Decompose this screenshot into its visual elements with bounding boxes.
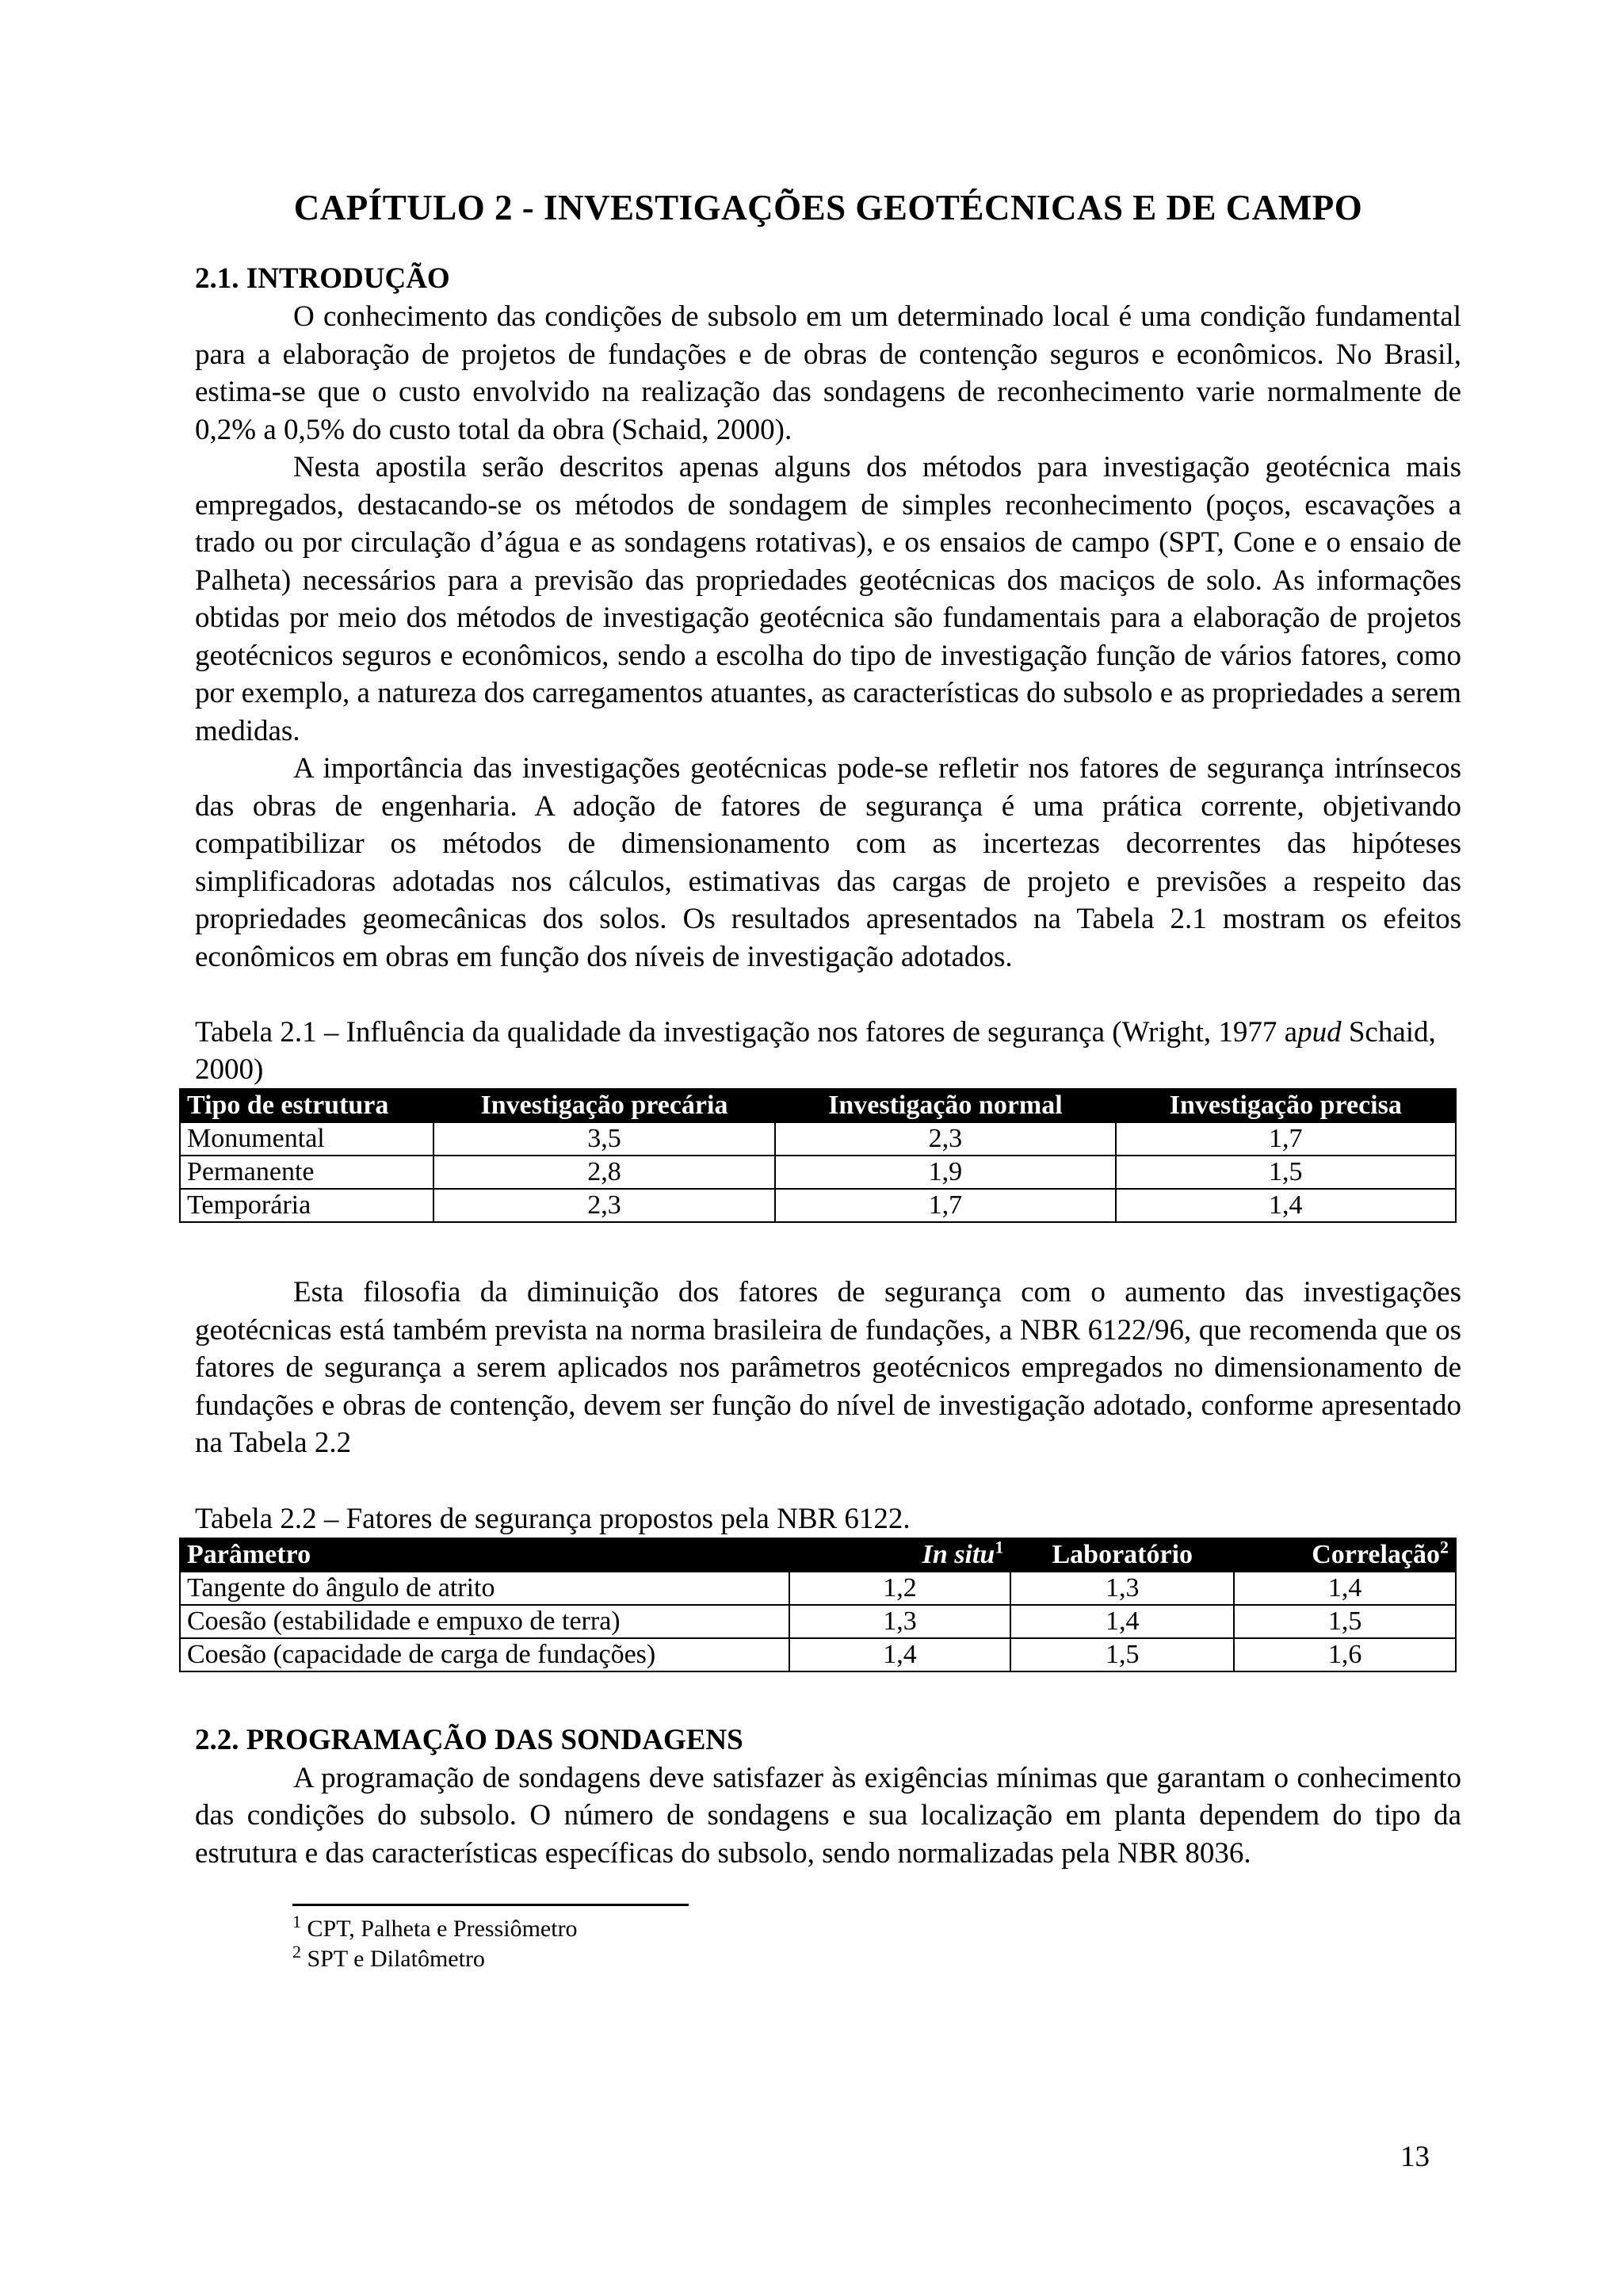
table-cell: 1,4 bbox=[1116, 1189, 1456, 1222]
table-row bbox=[180, 1122, 1456, 1156]
table-cell: 1,7 bbox=[1116, 1122, 1456, 1156]
table-cell: 1,3 bbox=[1010, 1572, 1234, 1605]
table-cell: Coesão (estabilidade e empuxo de terra) bbox=[180, 1605, 789, 1638]
table-cell: 1,5 bbox=[1010, 1638, 1234, 1671]
table-2-caption: Tabela 2.2 – Fatores de segurança propostos pela NBR 6122. bbox=[195, 1502, 911, 1535]
table-1-caption bbox=[195, 1014, 1461, 1088]
section-heading-introducao: 2.1. INTRODUÇÃO bbox=[195, 262, 450, 295]
table-1-caption-start: Tabela 2.1 – Influência da qualidade da investigação nos fatores de segurança (Wright, 1977 a bbox=[195, 1016, 1298, 1049]
table-cell: 1,4 bbox=[1234, 1572, 1456, 1605]
spacer bbox=[195, 1223, 1461, 1274]
table-cell: 3,5 bbox=[433, 1122, 775, 1156]
table-cell: 1,5 bbox=[1116, 1156, 1456, 1189]
table-2-header-laboratorio: Laboratório bbox=[1010, 1538, 1234, 1572]
table-cell: 1,4 bbox=[1010, 1605, 1234, 1638]
table-cell: 1,3 bbox=[789, 1605, 1011, 1638]
table-cell: 1,4 bbox=[789, 1638, 1011, 1671]
table-1-header-precisa: Investigação precisa bbox=[1116, 1089, 1456, 1122]
table-row bbox=[180, 1189, 1456, 1222]
table-row bbox=[180, 1156, 1456, 1189]
page-number: 13 bbox=[1400, 2141, 1430, 2173]
table-2-header-correlacao-text: Correlação bbox=[1312, 1539, 1440, 1569]
chapter-title: CAPÍTULO 2 - INVESTIGAÇÕES GEOTÉCNICAS E DE CAMPO bbox=[293, 188, 1363, 227]
table-2-header-parametro: Parâmetro bbox=[180, 1538, 789, 1572]
section-heading-programacao: 2.2. PROGRAMAÇÃO DAS SONDAGENS bbox=[195, 1723, 743, 1756]
footnote-text: CPT, Palheta e Pressiômetro bbox=[301, 1916, 578, 1942]
table-1-header-row bbox=[180, 1089, 1456, 1122]
table-cell: Tangente do ângulo de atrito bbox=[180, 1572, 789, 1605]
table-cell: Permanente bbox=[180, 1156, 433, 1189]
table-2 bbox=[179, 1538, 1457, 1672]
table-cell: Monumental bbox=[180, 1122, 433, 1156]
table-cell: 1,7 bbox=[775, 1189, 1115, 1222]
table-cell: 2,8 bbox=[433, 1156, 775, 1189]
table-cell: 1,5 bbox=[1234, 1605, 1456, 1638]
table-cell: 2,3 bbox=[433, 1189, 775, 1222]
table-2-header-row bbox=[180, 1538, 1456, 1572]
page-content bbox=[187, 187, 1461, 1974]
table-row bbox=[180, 1605, 1456, 1638]
table-row bbox=[180, 1638, 1456, 1671]
footnote-ref-2: 2 bbox=[1440, 1537, 1449, 1557]
paragraph-2: Nesta apostila serão descritos apenas alguns dos métodos para investigação geotécnica mais empregados, destacando-se os métodos de sondagem de simples reconhecimento (poços, escavações a trado ou por circulação d’água e as sondagens rotativas), e os ensaios de campo (SPT, Cone e o ensaio de Palheta) necessários para a previsão das propriedades geotécnicas dos maciços de solo. As informações obtidas por meio dos métodos de investigação geotécnica são fundamentais para a elaboração de projetos geotécnicos seguros e econômicos, sendo a escolha do tipo de investigação função de vários fatores, como por exemplo, a natureza dos carregamentos atuantes, as características do subsolo e as propriedades a serem medidas. bbox=[195, 451, 1461, 747]
table-cell: Temporária bbox=[180, 1189, 433, 1222]
table-1-header-precaria: Investigação precária bbox=[433, 1089, 775, 1122]
spacer bbox=[195, 1672, 1461, 1721]
footnote-2 bbox=[292, 1944, 1461, 1974]
table-cell: 2,3 bbox=[775, 1122, 1115, 1156]
table-1-caption-end: Schaid, 2000) bbox=[195, 1016, 1436, 1086]
table-1-header-tipo: Tipo de estrutura bbox=[180, 1089, 433, 1122]
table-row bbox=[180, 1572, 1456, 1605]
table-cell: 1,9 bbox=[775, 1156, 1115, 1189]
footnote-1 bbox=[292, 1914, 1461, 1944]
paragraph-1: O conhecimento das condições de subsolo em um determinado local é uma condição fundamental para a elaboração de projetos de fundações e de obras de contenção seguros e econômicos. No Brasil, estima-se que o custo envolvido na realização das sondagens de reconhecimento varie normalmente de 0,2% a 0,5% do custo total da obra (Schaid, 2000). bbox=[195, 300, 1461, 446]
table-cell: Coesão (capacidade de carga de fundações) bbox=[180, 1638, 789, 1671]
table-2-header-insitu-text: In situ bbox=[922, 1539, 995, 1569]
paragraph-4: Esta filosofia da diminuição dos fatores de segurança com o aumento das investigações geotécnicas está também prevista na norma brasileira de fundações, a NBR 6122/96, que recomenda que os fatores de segurança a serem aplicados nos parâmetros geotécnicos empregados no dimensionamento de fundações e obras de contenção, devem ser função do nível de investigação adotado, conforme apresentado na Tabela 2.2 bbox=[195, 1276, 1461, 1459]
table-cell: 1,2 bbox=[789, 1572, 1011, 1605]
footnote-ref-1: 1 bbox=[995, 1537, 1004, 1557]
footnote-divider bbox=[292, 1904, 689, 1906]
table-cell: 1,6 bbox=[1234, 1638, 1456, 1671]
table-1 bbox=[179, 1088, 1457, 1223]
footnote-mark: 1 bbox=[292, 1912, 301, 1931]
footnote-text: SPT e Dilatômetro bbox=[301, 1946, 485, 1972]
table-1-header-normal: Investigação normal bbox=[775, 1089, 1115, 1122]
paragraph-5: A programação de sondagens deve satisfazer às exigências mínimas que garantam o conhecimento das condições do subsolo. O número de sondagens e sua localização em planta dependem do tipo da estrutura e das características específicas do subsolo, sendo normalizadas pela NBR 8036. bbox=[195, 1761, 1461, 1870]
table-2-header-correlacao bbox=[1234, 1538, 1456, 1572]
paragraph-3: A importância das investigações geotécnicas pode-se refletir nos fatores de segurança intrínsecos das obras de engenharia. A adoção de fatores de segurança é uma prática corrente, objetivando compatibilizar os métodos de dimensionamento com as incertezas decorrentes das hipóteses simplificadoras adotadas nos cálculos, estimativas das cargas de projeto e previsões a respeito das propriedades geomecânicas dos solos. Os resultados apresentados na Tabela 2.1 mostram os efeitos econômicos em obras em função dos níveis de investigação adotados. bbox=[195, 752, 1461, 973]
footnote-mark: 2 bbox=[292, 1942, 301, 1962]
table-1-caption-italic: pud bbox=[1297, 1016, 1342, 1049]
table-2-header-insitu bbox=[789, 1538, 1011, 1572]
